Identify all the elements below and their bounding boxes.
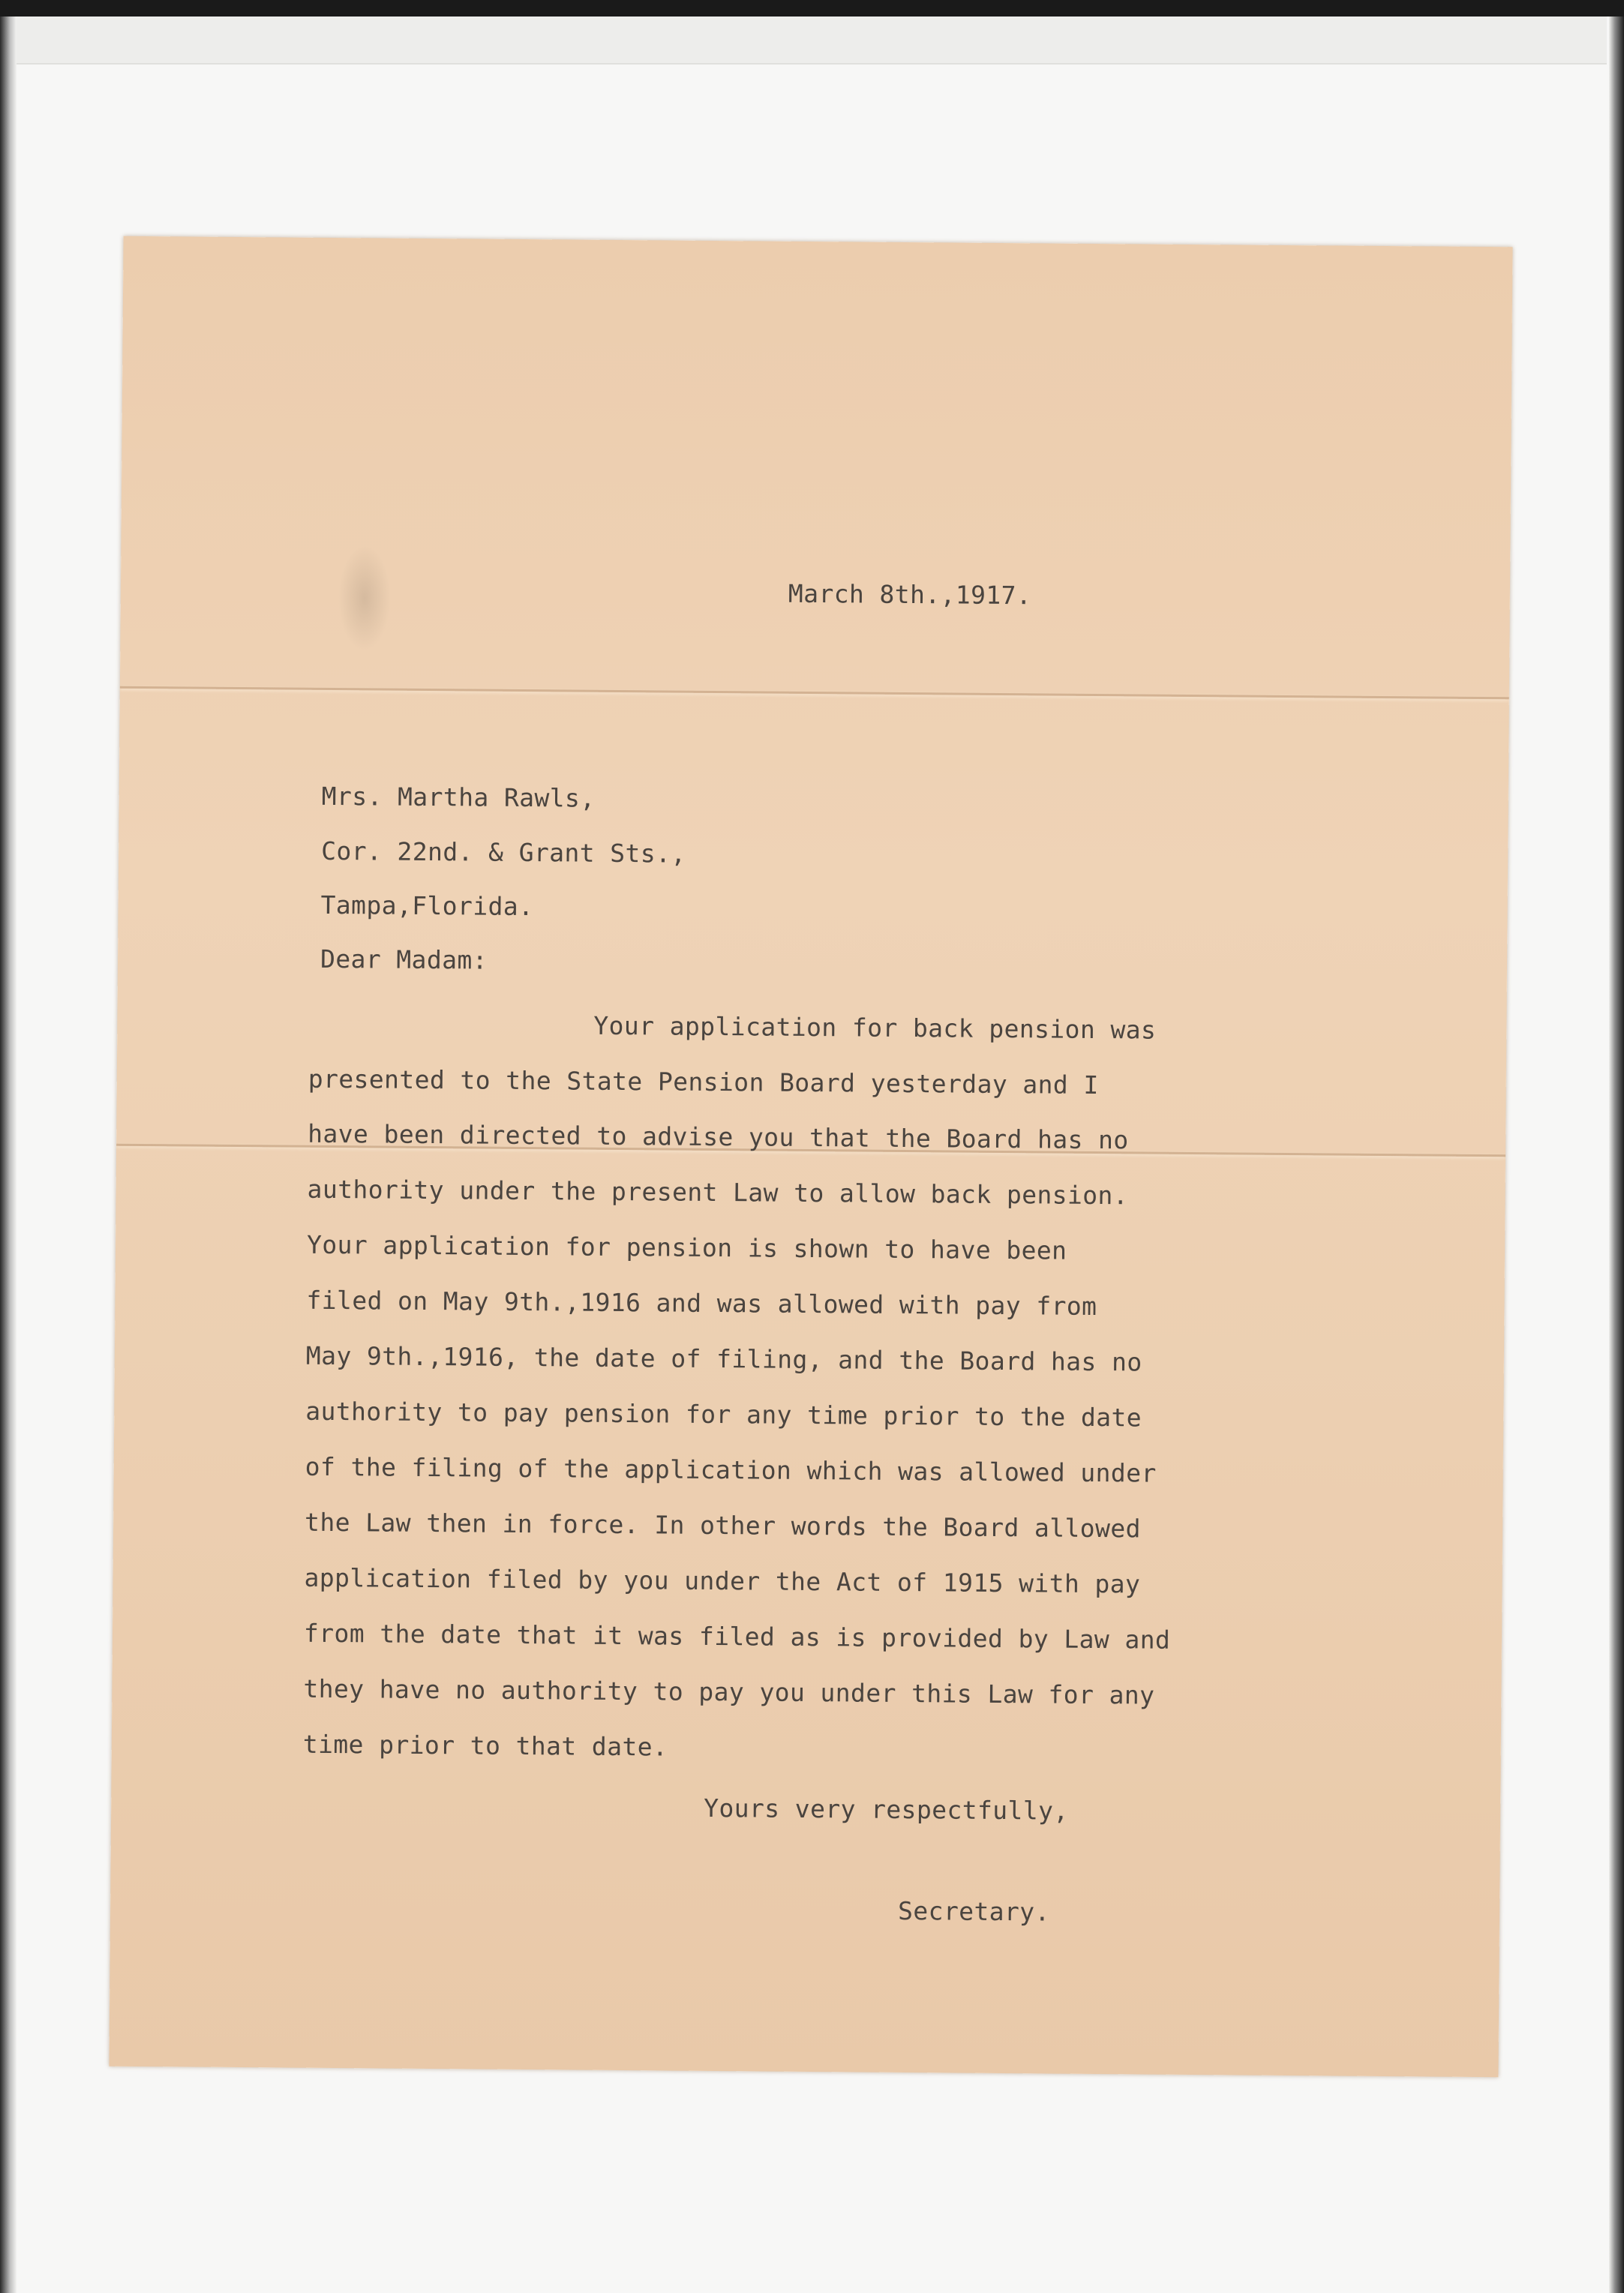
body-line: May 9th.,1916, the date of filing, and the Board has no bbox=[305, 1340, 1142, 1377]
address-line: Mrs. Martha Rawls, bbox=[321, 781, 596, 813]
scan-top-strip bbox=[17, 17, 1607, 65]
letter-date: March 8th.,1917. bbox=[788, 578, 1032, 611]
body-line: Your application for back pension was bbox=[593, 1010, 1157, 1045]
body-line: the Law then in force. In other words the Board allowed bbox=[304, 1507, 1142, 1544]
body-line: filed on May 9th.,1916 and was allowed with pay from bbox=[306, 1285, 1097, 1322]
body-line: application filed by you under the Act of 1915 with pay bbox=[304, 1562, 1141, 1599]
scan-top-border bbox=[0, 0, 1624, 17]
paper-smudge bbox=[338, 545, 391, 651]
scan-right-border bbox=[1609, 17, 1624, 2293]
letter-sheet bbox=[109, 236, 1512, 2077]
address-line: Cor. 22nd. & Grant Sts., bbox=[321, 836, 686, 869]
body-line: authority under the present Law to allow back pension. bbox=[307, 1174, 1129, 1211]
body-line: time prior to that date. bbox=[302, 1729, 668, 1762]
body-line: they have no authority to pay you under this Law for any bbox=[303, 1673, 1155, 1710]
body-line: have been directed to advise you that the Board has no bbox=[308, 1118, 1129, 1155]
body-line: Your application for pension is shown to have been bbox=[306, 1229, 1067, 1265]
closing: Yours very respectfully, bbox=[704, 1793, 1069, 1826]
body-line: of the filing of the application which was allowed under bbox=[305, 1451, 1157, 1488]
signature-title: Secretary. bbox=[897, 1895, 1050, 1927]
address-line: Tampa,Florida. bbox=[320, 890, 534, 922]
paper-fold-line bbox=[120, 686, 1509, 700]
body-line: authority to pay pension for any time prior to the date bbox=[305, 1396, 1142, 1433]
body-line: presented to the State Pension Board yesterday and I bbox=[308, 1064, 1099, 1100]
salutation: Dear Madam: bbox=[320, 944, 488, 975]
body-line: from the date that it was filed as is provided by Law and bbox=[303, 1618, 1171, 1655]
scan-left-border bbox=[0, 17, 17, 2293]
